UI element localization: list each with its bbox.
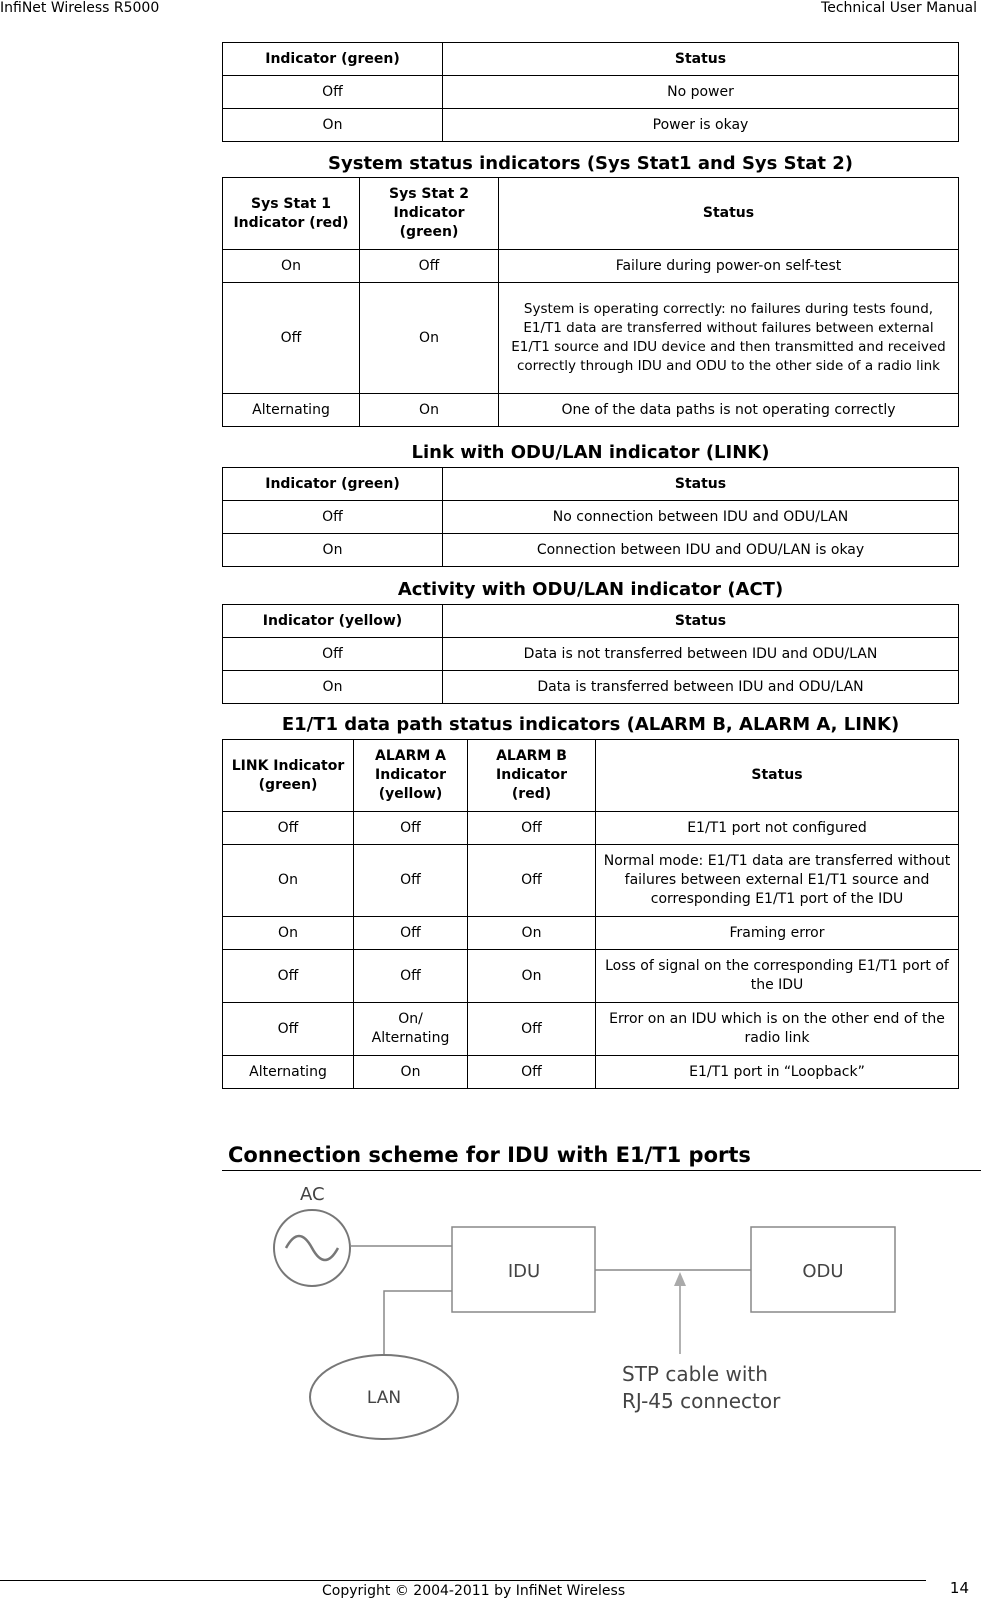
cable-label-line1: STP cable with xyxy=(622,1362,768,1386)
table-cell: On xyxy=(360,283,499,394)
table-row xyxy=(223,845,959,917)
table-row xyxy=(223,394,959,427)
act-indicator-caption: Activity with ODU/LAN indicator (ACT) xyxy=(397,579,784,600)
table-header: Indicator (yellow) xyxy=(223,605,443,638)
lan-label: LAN xyxy=(366,1388,402,1408)
table-cell: Off xyxy=(354,812,468,845)
table-row xyxy=(223,109,959,142)
doc-header-right: Technical User Manual xyxy=(821,0,977,16)
table-header: Status xyxy=(443,605,959,638)
doc-header-left: InfiNet Wireless R5000 xyxy=(0,0,160,16)
table-cell: On xyxy=(223,534,443,567)
table-cell: E1/T1 port not configured xyxy=(596,812,959,845)
footer-divider xyxy=(0,1580,926,1581)
table-cell: Alternating xyxy=(223,394,360,427)
table-row xyxy=(223,534,959,567)
footer-copyright: Copyright © 2004-2011 by InfiNet Wireless xyxy=(322,1583,626,1599)
table-cell: Off xyxy=(468,1056,596,1089)
lan-line xyxy=(384,1291,452,1354)
e1t1-caption: E1/T1 data path status indicators (ALARM B, ALARM A, LINK) xyxy=(281,714,900,735)
arrow-up-icon xyxy=(674,1272,686,1286)
cable-label-line2: RJ-45 connector xyxy=(622,1389,781,1413)
sys-status-table xyxy=(222,177,959,427)
table-row xyxy=(223,812,959,845)
table-row xyxy=(223,501,959,534)
table-header: Status xyxy=(443,468,959,501)
table-cell: Off xyxy=(223,283,360,394)
table-header: ALARM B Indicator (red) xyxy=(468,740,596,812)
power-indicator-table xyxy=(222,42,959,142)
table-row xyxy=(223,917,959,950)
e1t1-status-table xyxy=(222,739,959,1089)
table-header: Status xyxy=(443,43,959,76)
table-cell: On xyxy=(223,250,360,283)
table-row xyxy=(223,76,959,109)
table-header: LINK Indicator (green) xyxy=(223,740,354,812)
section-title: Connection scheme for IDU with E1/T1 ports xyxy=(228,1143,751,1167)
table-header: Sys Stat 1 Indicator (red) xyxy=(223,178,360,250)
connection-diagram xyxy=(222,1172,981,1482)
table-cell: On xyxy=(223,109,443,142)
act-indicator-table xyxy=(222,604,959,704)
table-cell: Off xyxy=(223,501,443,534)
table-cell: Loss of signal on the corresponding E1/T1 port of the IDU xyxy=(596,950,959,1003)
table-row xyxy=(223,283,959,394)
table-cell: On xyxy=(360,394,499,427)
table-cell: On xyxy=(223,917,354,950)
table-row xyxy=(223,1003,959,1056)
table-row xyxy=(223,1056,959,1089)
table-cell: Connection between IDU and ODU/LAN is okay xyxy=(443,534,959,567)
link-indicator-caption: Link with ODU/LAN indicator (LINK) xyxy=(411,442,770,463)
table-cell: Off xyxy=(223,812,354,845)
table-cell: Off xyxy=(354,845,468,917)
table-cell: Data is not transferred between IDU and ODU/LAN xyxy=(443,638,959,671)
table-cell: On/ Alternating xyxy=(354,1003,468,1056)
table-header: Indicator (green) xyxy=(223,43,443,76)
table-cell: Framing error xyxy=(596,917,959,950)
table-row xyxy=(223,671,959,704)
table-cell: On xyxy=(223,671,443,704)
table-cell: Off xyxy=(223,638,443,671)
table-cell: On xyxy=(468,950,596,1003)
section-divider xyxy=(222,1170,981,1171)
table-cell: E1/T1 port in “Loopback” xyxy=(596,1056,959,1089)
table-header: ALARM A Indicator (yellow) xyxy=(354,740,468,812)
table-cell: Off xyxy=(354,950,468,1003)
table-cell: Power is okay xyxy=(443,109,959,142)
table-cell: One of the data paths is not operating correctly xyxy=(499,394,959,427)
table-header: Sys Stat 2 Indicator (green) xyxy=(360,178,499,250)
link-indicator-table xyxy=(222,467,959,567)
table-cell: Off xyxy=(223,1003,354,1056)
idu-label: IDU xyxy=(507,1261,541,1282)
table-cell: Off xyxy=(354,917,468,950)
table-row xyxy=(223,250,959,283)
table-cell: Off xyxy=(223,950,354,1003)
sys-status-caption: System status indicators (Sys Stat1 and Sys Stat 2) xyxy=(328,153,853,174)
sine-wave-icon xyxy=(286,1236,338,1260)
page-number: 14 xyxy=(949,1579,969,1597)
table-row xyxy=(223,638,959,671)
table-cell: Error on an IDU which is on the other end of the radio link xyxy=(596,1003,959,1056)
ac-label: AC xyxy=(300,1184,325,1205)
table-cell: Data is transferred between IDU and ODU/LAN xyxy=(443,671,959,704)
table-cell: No connection between IDU and ODU/LAN xyxy=(443,501,959,534)
table-header: Status xyxy=(596,740,959,812)
table-cell: Normal mode: E1/T1 data are transferred without failures between external E1/T1 source and corresponding E1/T1 port of the IDU xyxy=(596,845,959,917)
table-cell: On xyxy=(223,845,354,917)
table-cell: On xyxy=(468,917,596,950)
table-cell: Off xyxy=(468,812,596,845)
table-cell: Off xyxy=(468,845,596,917)
table-cell: Failure during power-on self-test xyxy=(499,250,959,283)
table-cell: Off xyxy=(468,1003,596,1056)
table-cell: No power xyxy=(443,76,959,109)
odu-label: ODU xyxy=(802,1261,844,1282)
table-cell: On xyxy=(354,1056,468,1089)
table-cell: System is operating correctly: no failures during tests found, E1/T1 data are transferred without failures between external E1/T1 source and IDU device and then transmitted and received correctly through IDU and ODU to the other side of a radio link xyxy=(499,283,959,394)
table-header: Indicator (green) xyxy=(223,468,443,501)
table-cell: Off xyxy=(360,250,499,283)
table-cell: Alternating xyxy=(223,1056,354,1089)
table-header: Status xyxy=(499,178,959,250)
table-cell: Off xyxy=(223,76,443,109)
table-row xyxy=(223,950,959,1003)
